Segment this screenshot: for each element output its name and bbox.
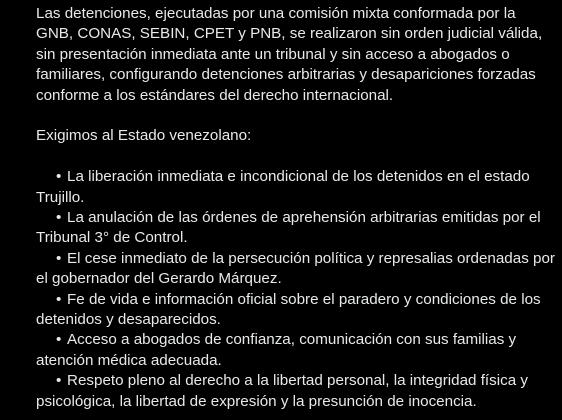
- bullet-icon: •: [56, 372, 62, 390]
- intro-line: conforme a los estándares del derecho internacional.: [36, 86, 394, 104]
- list-item: [36, 249, 556, 290]
- intro-line: Las detenciones, ejecutadas por una comisión mixta conformada por la: [36, 5, 516, 22]
- demand-text-continued: detenidos y desaparecidos.: [36, 311, 221, 329]
- bullet-icon: •: [56, 168, 62, 186]
- intro-line: sin presentación inmediata ante un tribunal y sin acceso a abogados o: [36, 45, 510, 63]
- demand-text: El cese inmediato de la persecución política y represalias ordenadas por: [67, 249, 555, 267]
- demand-text: Acceso a abogados de confianza, comunicación con sus familias y: [67, 331, 517, 349]
- intro-line: GNB, CONAS, SEBIN, CPET y PNB, se realizaron sin orden judicial válida,: [36, 25, 543, 43]
- demands-heading: Exigimos al Estado venezolano:: [36, 127, 252, 145]
- intro-line: familiares, configurando detenciones arbitrarias y desapariciones forzadas: [36, 66, 536, 84]
- list-item: [36, 167, 556, 208]
- bullet-icon: •: [56, 209, 62, 227]
- demand-text-continued: Tribunal 3° de Control.: [36, 229, 188, 247]
- paragraph-spacer: [36, 106, 556, 126]
- intro-paragraph: [36, 4, 556, 106]
- demand-text-continued: atención médica adecuada.: [36, 351, 222, 369]
- paragraph-spacer: [36, 147, 556, 167]
- list-item: [36, 371, 556, 412]
- demand-text-continued: el gobernador del Gerardo Márquez.: [36, 270, 282, 288]
- demand-text: La liberación inmediata e incondicional de los detenidos en el estado: [67, 168, 530, 186]
- bullet-icon: •: [56, 331, 62, 349]
- list-item: [36, 290, 556, 331]
- post-body: [36, 4, 556, 412]
- demand-text-continued: psicológica, la libertad de expresión y la presunción de inocencia.: [36, 392, 477, 410]
- demand-text: Fe de vida e información oficial sobre el paradero y condiciones de los: [67, 290, 541, 308]
- demands-list: [36, 167, 556, 412]
- bullet-icon: •: [56, 249, 62, 267]
- list-item: [36, 330, 556, 371]
- demand-text: Respeto pleno al derecho a la libertad personal, la integridad física y: [67, 372, 528, 390]
- list-item: [36, 208, 556, 249]
- demand-text-continued: Trujillo.: [36, 188, 85, 206]
- bullet-icon: •: [56, 290, 62, 308]
- demand-text: La anulación de las órdenes de aprehensión arbitrarias emitidas por el: [67, 209, 541, 227]
